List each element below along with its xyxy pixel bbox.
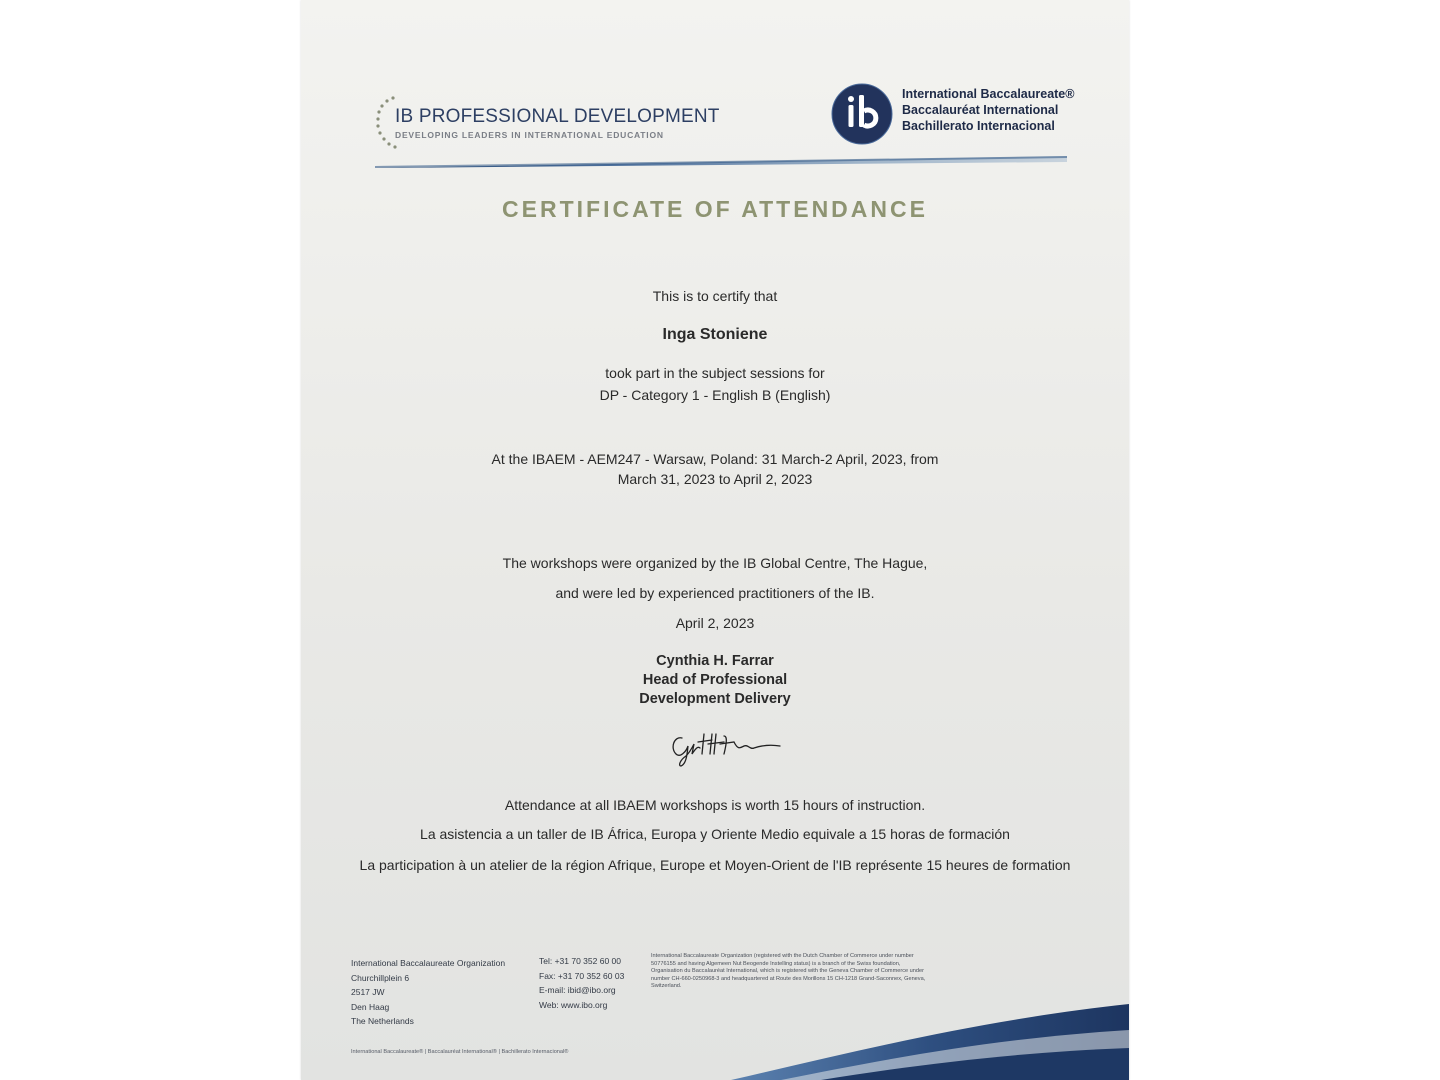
location-line-1: At the IBAEM - AEM247 - Warsaw, Poland: 31 March-2 April, 2023, from (491, 451, 939, 467)
ib-professional-development-logo (375, 94, 720, 154)
address-line: The Netherlands (351, 1016, 414, 1026)
ib-organization-names (902, 86, 1074, 134)
org-name-fr: Baccalauréat International (902, 103, 1059, 117)
recipient-name: Inga Stoniene (662, 326, 768, 343)
handwritten-signature (668, 728, 788, 768)
hours-spanish: La asistencia a un taller de IB África, Europa y Oriente Medio equivale a 15 horas de formación (420, 826, 1010, 842)
contact-tel: Tel: +31 70 352 60 00 (539, 956, 621, 966)
address-line: Churchillplein 6 (351, 972, 410, 983)
hours-english: Attendance at all IBAEM workshops is worth 15 hours of instruction. (504, 797, 926, 813)
certificate-date: April 2, 2023 (675, 615, 755, 631)
footer-legal-text: International Baccalaureate Organization (registered with the Dutch Chamber of Commerce under number 50776155 and having Algemeen Nut Beogende Instelling status) is a branch of the Swiss foundation, Organisation du Baccalauréat International, which is registered with the Geneva Chamber of Commerce under number CH-660-0250968-3 and headquartered at Route des Morillons 15 CH-1218 Grand-Saconnex, Geneva, Switzerland. (651, 953, 926, 990)
org-name-es: Bachillerato Internacional (902, 119, 1055, 133)
certify-intro: This is to certify that (652, 288, 778, 304)
footer-wave-decoration (301, 990, 1129, 1080)
contact-web: Web: www.ibo.org (539, 999, 608, 1010)
signatory-title-1: Head of Professional (642, 672, 788, 688)
certificate-page (301, 0, 1129, 1080)
course-name: DP - Category 1 - English B (English) (599, 387, 831, 403)
organized-line-2: and were led by experienced practitioners of the IB. (555, 585, 875, 601)
address-line: 2517 JW (351, 987, 385, 997)
location-line-2: March 31, 2023 to April 2, 2023 (617, 471, 813, 487)
took-part-text: took part in the subject sessions for (605, 365, 825, 381)
footer-bottom-note: International Baccalaureate® | Baccalauréat International® | Bachillerato Internacional® (351, 1049, 569, 1055)
ib-globe-logo-icon (831, 83, 893, 145)
hours-french: La participation à un atelier de la région Afrique, Europe et Moyen-Orient de l'IB représente 15 heures de formation (359, 857, 1071, 873)
contact-email: E-mail: ibid@ibo.org (539, 985, 616, 995)
certificate-title: CERTIFICATE OF ATTENDANCE (502, 196, 928, 222)
address-line: Den Haag (351, 1001, 390, 1012)
dotted-arc-icon (375, 94, 397, 154)
address-line: International Baccalaureate Organization (351, 958, 506, 968)
contact-fax: Fax: +31 70 352 60 03 (539, 970, 625, 981)
header-rule (375, 156, 1067, 168)
ibpd-title: IB PROFESSIONAL DEVELOPMENT (395, 106, 720, 127)
ibpd-tagline: DEVELOPING LEADERS IN INTERNATIONAL EDUCATION (395, 130, 664, 140)
org-name-en: International Baccalaureate® (902, 87, 1075, 101)
organized-line-1: The workshops were organized by the IB Global Centre, The Hague, (502, 555, 928, 571)
signatory-name: Cynthia H. Farrar (656, 653, 774, 669)
signatory-title-2: Development Delivery (639, 691, 791, 707)
